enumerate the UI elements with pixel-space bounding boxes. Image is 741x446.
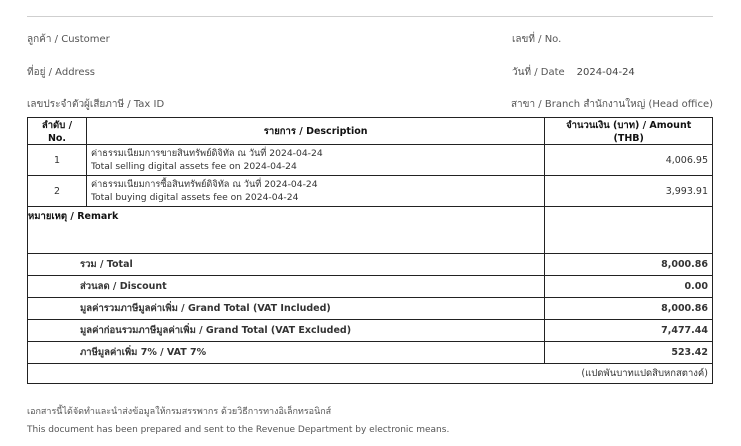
header-description: รายการ / Description <box>86 118 544 145</box>
vat-label: ภาษีมูลค่าเพิ่ม 7% / VAT 7% <box>28 342 545 364</box>
header-no: ลำดับ / No. <box>28 118 87 145</box>
branch-value: สำนักงานใหญ่ (Head office) <box>583 99 713 110</box>
item-amount: 4,006.95 <box>545 145 713 176</box>
customer-label: ลูกค้า / Customer <box>27 34 110 45</box>
item-description-thai: ค่าธรรมเนียมการซื้อสินทรัพย์ดิจิทัล ณ วันที่ 2024-04-24 <box>90 179 318 190</box>
address-label: ที่อยู่ / Address <box>27 67 96 78</box>
taxid-label: เลขประจำตัวผู้เสียภาษี / Tax ID <box>27 99 165 110</box>
vat-row <box>28 342 713 364</box>
remark-cell <box>28 207 545 254</box>
discount-value: 0.00 <box>545 276 713 298</box>
item-description-thai: ค่าธรรมเนียมการขายสินทรัพย์ดิจิทัล ณ วันที่ 2024-04-24 <box>90 148 323 159</box>
date-value: 2024-04-24 <box>576 67 635 78</box>
branch-label: สาขา / Branch <box>510 99 581 110</box>
footer-thai: เอกสารนี้ได้จัดทำและนำส่งข้อมูลให้กรมสรรพากร ด้วยวิธีการทางอิเล็กทรอนิกส์ <box>27 407 332 417</box>
item-amount: 3,993.91 <box>545 176 713 207</box>
total-row <box>28 254 713 276</box>
table-row <box>28 145 713 176</box>
amount-in-words-row <box>28 364 713 384</box>
grand-total-vat-included-label: มูลค่ารวมภาษีมูลค่าเพิ่ม / Grand Total (VAT Included) <box>28 298 545 320</box>
item-description-english: Total selling digital assets fee on 2024-04-24 <box>90 161 297 172</box>
grand-total-vat-excluded-label: มูลค่าก่อนรวมภาษีมูลค่าเพิ่ม / Grand Total (VAT Excluded) <box>28 320 545 342</box>
date-field <box>512 65 635 80</box>
grand-total-vat-excluded-row <box>28 320 713 342</box>
grand-total-vat-included-value: 8,000.86 <box>545 298 713 320</box>
branch-field <box>511 97 713 112</box>
document-no-label: เลขที่ / No. <box>512 34 562 45</box>
item-no: 1 <box>28 145 87 176</box>
item-description <box>86 176 544 207</box>
top-divider <box>27 16 713 17</box>
grand-total-vat-excluded-value: 7,477.44 <box>545 320 713 342</box>
total-label: รวม / Total <box>28 254 545 276</box>
remark-label: หมายเหตุ / Remark <box>28 211 119 222</box>
discount-label: ส่วนลด / Discount <box>28 276 545 298</box>
footer-english: This document has been prepared and sent to the Revenue Department by electronic means. <box>27 425 450 435</box>
date-label: วันที่ / Date <box>512 67 565 78</box>
grand-total-vat-included-row <box>28 298 713 320</box>
amount-in-words: (แปดพันบาทแปดสิบหกสตางค์) <box>28 364 713 384</box>
total-value: 8,000.86 <box>545 254 713 276</box>
remark-amount-cell <box>545 207 713 254</box>
item-description-english: Total buying digital assets fee on 2024-04-24 <box>90 192 299 203</box>
vat-value: 523.42 <box>545 342 713 364</box>
discount-row <box>28 276 713 298</box>
remark-row <box>28 207 713 254</box>
item-no: 2 <box>28 176 87 207</box>
invoice-table <box>27 117 713 384</box>
table-row <box>28 176 713 207</box>
item-description <box>86 145 544 176</box>
table-header-row <box>28 118 713 145</box>
header-amount: จำนวนเงิน (บาท) / Amount (THB) <box>545 118 713 145</box>
